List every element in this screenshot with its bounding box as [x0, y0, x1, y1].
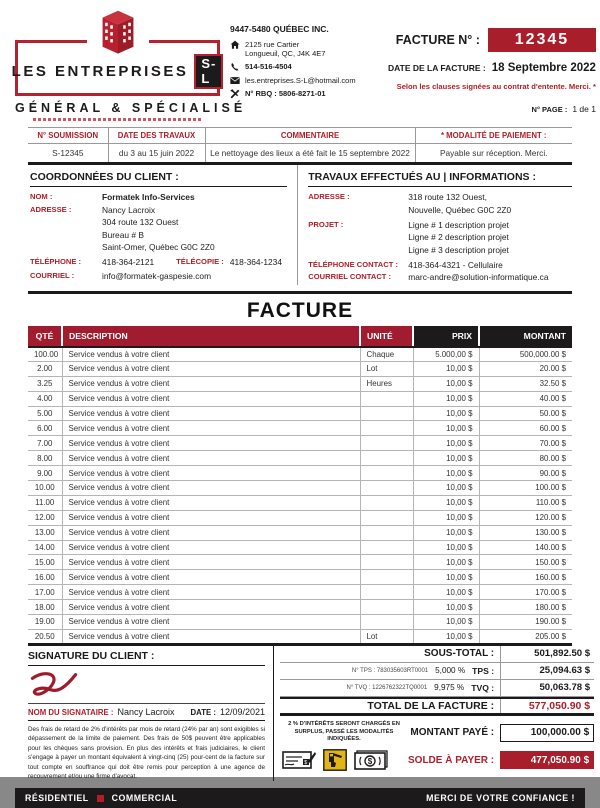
- unit-cell: [360, 421, 413, 436]
- footer-bar: [15, 788, 585, 808]
- envelope-icon: [230, 76, 240, 85]
- description-cell: Service vendus à votre client: [62, 466, 360, 481]
- signatory-name: Nancy Lacroix: [117, 706, 175, 717]
- column-header-price: PRIX: [413, 326, 479, 347]
- submission-table: [28, 127, 572, 165]
- company-info: [230, 20, 380, 121]
- amount-cell: 60.00 $: [479, 421, 572, 436]
- amount-cell: 100.00 $: [479, 481, 572, 496]
- submission-comment: Le nettoyage des lieux a été fait le 15 septembre 2022: [205, 144, 415, 164]
- price-cell: 10,00 $: [413, 510, 479, 525]
- contract-clause-note: Selon les clauses signées au contrat d'entente. Merci. *: [396, 82, 596, 91]
- description-cell: Service vendus à votre client: [62, 347, 360, 362]
- tools-icon: [230, 89, 240, 99]
- client-email-label: COURRIEL :: [30, 271, 75, 280]
- column-header-description: DESCRIPTION: [62, 326, 360, 347]
- amount-cell: 205.00 $: [479, 629, 572, 644]
- grand-total-value: 577,050.90 $: [500, 699, 594, 713]
- qty-cell: 6.00: [28, 421, 62, 436]
- table-row: [28, 629, 572, 644]
- column-header-amount: MONTANT: [479, 326, 572, 347]
- worksite-address: 318 route 132 Ouest, Nouvelle, Québec G0C 2Z0: [408, 192, 512, 215]
- price-cell: 10,00 $: [413, 525, 479, 540]
- signature-title: SIGNATURE DU CLIENT :: [28, 650, 265, 666]
- description-cell: Service vendus à votre client: [62, 406, 360, 421]
- amount-cell: 500,000.00 $: [479, 347, 572, 362]
- unit-cell: [360, 615, 413, 630]
- client-info-title: COORDONNÉES DU CLIENT :: [30, 171, 287, 187]
- house-icon: [230, 40, 240, 50]
- tvq-rate: 9,975 %: [434, 683, 465, 693]
- commercial-label: COMMERCIAL: [111, 793, 178, 804]
- qty-cell: 16.00: [28, 570, 62, 585]
- tvq-registration-number: N° TVQ : 1226762322TQ0001: [346, 684, 428, 691]
- price-cell: 10,00 $: [413, 466, 479, 481]
- unit-cell: [360, 466, 413, 481]
- unit-cell: [360, 436, 413, 451]
- qty-cell: 7.00: [28, 436, 62, 451]
- unit-cell: Lot: [360, 361, 413, 376]
- unit-cell: [360, 570, 413, 585]
- table-row: [28, 451, 572, 466]
- description-cell: Service vendus à votre client: [62, 391, 360, 406]
- cheque-icon: [282, 749, 316, 771]
- amount-paid-label: MONTANT PAYÉ :: [410, 727, 495, 739]
- description-cell: Service vendus à votre client: [62, 495, 360, 510]
- amount-cell: 130.00 $: [479, 525, 572, 540]
- description-cell: Service vendus à votre client: [62, 585, 360, 600]
- table-row: [28, 495, 572, 510]
- worksite-info: [297, 165, 572, 285]
- qty-cell: 9.00: [28, 466, 62, 481]
- invoice-table-body: [28, 347, 572, 645]
- client-address-label: ADRESSE :: [30, 204, 72, 214]
- amount-cell: 20.00 $: [479, 361, 572, 376]
- subtotal-label: SOUS-TOTAL :: [424, 648, 495, 660]
- price-cell: 10,00 $: [413, 495, 479, 510]
- amount-cell: 120.00 $: [479, 510, 572, 525]
- tps-label: TPS :: [472, 665, 495, 676]
- table-row: [28, 421, 572, 436]
- invoice-date-label: DATE DE LA FACTURE :: [388, 63, 486, 73]
- amount-cell: 190.00 $: [479, 615, 572, 630]
- balance-due-value: 477,050.90 $: [500, 751, 594, 769]
- description-cell: Service vendus à votre client: [62, 436, 360, 451]
- qty-cell: 18.00: [28, 600, 62, 615]
- unit-cell: [360, 451, 413, 466]
- amount-cell: 150.00 $: [479, 555, 572, 570]
- amount-cell: 32.50 $: [479, 376, 572, 391]
- svg-text:$: $: [304, 760, 308, 767]
- qty-cell: 2.00: [28, 361, 62, 376]
- tvq-value: 50,063.78 $: [500, 680, 594, 696]
- price-cell: 10,00 $: [413, 421, 479, 436]
- description-cell: Service vendus à votre client: [62, 510, 360, 525]
- description-cell: Service vendus à votre client: [62, 615, 360, 630]
- table-row: [28, 406, 572, 421]
- qty-cell: 4.00: [28, 391, 62, 406]
- invoice-meta: [380, 20, 596, 121]
- amount-cell: 50.00 $: [479, 406, 572, 421]
- table-row: [28, 347, 572, 362]
- table-row: [28, 615, 572, 630]
- description-cell: Service vendus à votre client: [62, 421, 360, 436]
- logo-microtext-decoration: [33, 118, 203, 121]
- unit-cell: [360, 540, 413, 555]
- info-section: [28, 165, 572, 294]
- price-cell: 10,00 $: [413, 600, 479, 615]
- table-row: [28, 510, 572, 525]
- qty-cell: 17.00: [28, 585, 62, 600]
- payment-methods-icons: [280, 749, 408, 771]
- price-cell: 10,00 $: [413, 629, 479, 644]
- price-cell: 10,00 $: [413, 376, 479, 391]
- tps-registration-number: N° TPS : 783035603RT0001: [351, 667, 429, 674]
- header: [0, 0, 600, 121]
- description-cell: Service vendus à votre client: [62, 540, 360, 555]
- submission-dates: du 3 au 15 juin 2022: [108, 144, 205, 164]
- price-cell: 10,00 $: [413, 391, 479, 406]
- table-row: [28, 481, 572, 496]
- unit-cell: [360, 585, 413, 600]
- table-row: [28, 540, 572, 555]
- unit-cell: [360, 600, 413, 615]
- signature-date-label: DATE :: [190, 707, 216, 717]
- price-cell: 10,00 $: [413, 436, 479, 451]
- signature-block: [28, 646, 273, 782]
- price-cell: 10,00 $: [413, 361, 479, 376]
- worksite-info-title: TRAVAUX EFFECTUÉS AU | INFORMATIONS :: [308, 171, 572, 187]
- contact-phone: 418-364-4321 - Cellulaire: [408, 259, 503, 270]
- unit-cell: Heures: [360, 376, 413, 391]
- qty-cell: 13.00: [28, 525, 62, 540]
- column-header-unit: UNITÉ: [360, 326, 413, 347]
- qty-cell: 12.00: [28, 510, 62, 525]
- description-cell: Service vendus à votre client: [62, 361, 360, 376]
- unit-cell: Lot: [360, 629, 413, 644]
- qty-cell: 14.00: [28, 540, 62, 555]
- qty-cell: 20.50: [28, 629, 62, 644]
- page-number: 1 de 1: [572, 104, 596, 114]
- price-cell: 10,00 $: [413, 481, 479, 496]
- logo-tagline: GÉNÉRAL & SPÉCIALISÉ: [15, 101, 247, 115]
- table-row: [28, 361, 572, 376]
- amount-cell: 40.00 $: [479, 391, 572, 406]
- worksite-address-label: ADRESSE :: [308, 192, 350, 201]
- price-cell: 10,00 $: [413, 615, 479, 630]
- unit-cell: [360, 391, 413, 406]
- description-cell: Service vendus à votre client: [62, 570, 360, 585]
- phone-icon: [230, 62, 240, 72]
- page-number-label: N° PAGE :: [531, 105, 568, 114]
- description-cell: Service vendus à votre client: [62, 555, 360, 570]
- table-row: [28, 376, 572, 391]
- qty-cell: 3.25: [28, 376, 62, 391]
- invoice-number-label: FACTURE N° :: [395, 33, 480, 47]
- debit-card-icon: [323, 749, 347, 771]
- contact-email: marc-andre@solution-informatique.ca: [408, 272, 549, 282]
- price-cell: 10,00 $: [413, 451, 479, 466]
- table-row: [28, 466, 572, 481]
- unit-cell: [360, 495, 413, 510]
- price-cell: 5.000,00 $: [413, 347, 479, 362]
- logo-box: [11, 40, 220, 96]
- qty-cell: 11.00: [28, 495, 62, 510]
- amount-cell: 180.00 $: [479, 600, 572, 615]
- late-fees-legal-text: Des frais de retard de 2% d'intérêts par mois de retard (24% par an) sont exigibles si dépassement de la limite de paiement. Des frais de 50$ peuvent être applicables pour les chèques sans provision. En plus des intérêts et frais judiciaires, le client s'engage à payer un montant équivalent à vingt-cinq (25) pour-cent de la facture sur tout compte en souffrance qui doit être remis pour perception à une agence de recouvrement et/ou une firme d'avocat.: [28, 725, 265, 780]
- tps-rate: 5,000 %: [435, 666, 466, 676]
- column-header-qty: QTÉ: [28, 326, 62, 347]
- table-row: [28, 585, 572, 600]
- client-signature-image: [28, 669, 80, 699]
- invoice-date: 18 Septembre 2022: [491, 62, 596, 74]
- qty-cell: 5.00: [28, 406, 62, 421]
- company-address: 2125 rue Cartier Longueuil, QC, J4K 4E7: [245, 40, 326, 58]
- qty-cell: 100.00: [28, 347, 62, 362]
- submission-header-commentaire: COMMENTAIRE: [205, 128, 415, 144]
- client-name-label: NOM :: [30, 192, 53, 201]
- description-cell: Service vendus à votre client: [62, 525, 360, 540]
- price-cell: 10,00 $: [413, 555, 479, 570]
- unit-cell: Chaque: [360, 347, 413, 362]
- description-cell: Service vendus à votre client: [62, 376, 360, 391]
- tvq-label: TVQ :: [471, 682, 495, 693]
- amount-cell: 140.00 $: [479, 540, 572, 555]
- project-label: PROJET :: [308, 219, 344, 229]
- qty-cell: 15.00: [28, 555, 62, 570]
- client-email: info@formatek-gaspesie.com: [102, 271, 212, 281]
- signatory-name-label: NOM DU SIGNATAIRE :: [28, 707, 114, 717]
- description-cell: Service vendus à votre client: [62, 451, 360, 466]
- unit-cell: [360, 481, 413, 496]
- bottom-section: [28, 646, 591, 782]
- table-row: [28, 570, 572, 585]
- submission-number: S-12345: [52, 148, 84, 158]
- company-logo: [11, 20, 247, 121]
- amount-paid-value: 100,000.00 $: [500, 724, 594, 742]
- amount-cell: 70.00 $: [479, 436, 572, 451]
- amount-cell: 160.00 $: [479, 570, 572, 585]
- unit-cell: [360, 525, 413, 540]
- company-legal-name: 9447-5480 QUÉBEC INC.: [230, 24, 329, 34]
- price-cell: 10,00 $: [413, 585, 479, 600]
- client-address: Nancy Lacroix 304 route 132 Ouest Bureau # B Saint-Omer, Québec G0C 2Z0: [102, 204, 215, 252]
- submission-payment-terms: Payable sur réception. Merci.: [415, 144, 572, 164]
- residentiel-label: RÉSIDENTIEL: [25, 793, 89, 804]
- line-items-table: [28, 326, 572, 646]
- price-cell: 10,00 $: [413, 540, 479, 555]
- qty-cell: 10.00: [28, 481, 62, 496]
- submission-header-travaux: DATE DES TRAVAUX: [108, 128, 205, 144]
- red-square-marker: [97, 795, 104, 802]
- tps-value: 25,094.63 $: [500, 663, 594, 679]
- unit-cell: [360, 555, 413, 570]
- logo-company-name: LES ENTREPRISES: [11, 62, 189, 80]
- company-rbq: N° RBQ : 5806-8271-01: [245, 89, 326, 98]
- description-cell: Service vendus à votre client: [62, 481, 360, 496]
- submission-row: [28, 144, 572, 164]
- invoice-title: FACTURE: [246, 298, 354, 322]
- cash-icon: [354, 750, 388, 770]
- price-cell: 10,00 $: [413, 570, 479, 585]
- submission-header-soumission: N° SOUMISSION: [28, 128, 108, 144]
- qty-cell: 19.00: [28, 615, 62, 630]
- qty-cell: 8.00: [28, 451, 62, 466]
- company-email: les.entreprises.S-L@hotmail.com: [245, 76, 356, 85]
- svg-text:$: $: [367, 757, 373, 767]
- amount-cell: 80.00 $: [479, 451, 572, 466]
- building-icon: [87, 9, 149, 57]
- project-description: Ligne # 1 description projet Ligne # 2 description projet Ligne # 3 description projet: [408, 219, 509, 255]
- contact-phone-label: TÉLÉPHONE CONTACT :: [308, 259, 398, 269]
- surcharge-note: 2 % D'INTÉRÊTS SERONT CHARGÉS EN SURPLUS, PASSÉ LES MODALITÉS INDIQUÉES.: [288, 720, 400, 743]
- totals-block: [273, 646, 594, 782]
- client-info: [28, 165, 297, 285]
- client-fax-label: TÉLÉCOPIE :: [176, 257, 224, 266]
- description-cell: Service vendus à votre client: [62, 629, 360, 644]
- company-phone: 514-516-4504: [245, 62, 292, 71]
- client-fax: 418-364-1234: [229, 257, 282, 267]
- amount-cell: 90.00 $: [479, 466, 572, 481]
- price-cell: 10,00 $: [413, 406, 479, 421]
- table-row: [28, 600, 572, 615]
- table-row: [28, 525, 572, 540]
- signature-date: 12/09/2021: [219, 706, 265, 717]
- client-name: Formatek Info-Services: [102, 192, 195, 202]
- thank-you-message: MERCI DE VOTRE CONFIANCE !: [426, 793, 575, 804]
- amount-cell: 110.00 $: [479, 495, 572, 510]
- logo-badge: S-L: [194, 54, 223, 89]
- balance-due-label: SOLDE À PAYER :: [408, 754, 495, 766]
- table-row: [28, 555, 572, 570]
- table-row: [28, 391, 572, 406]
- amount-cell: 170.00 $: [479, 585, 572, 600]
- description-cell: Service vendus à votre client: [62, 600, 360, 615]
- client-phone-label: TÉLÉPHONE :: [30, 257, 82, 266]
- table-row: [28, 436, 572, 451]
- client-phone: 418-364-2121: [102, 257, 155, 267]
- unit-cell: [360, 406, 413, 421]
- subtotal-value: 501,892.50 $: [500, 646, 594, 662]
- submission-header-modalite: * MODALITÉ DE PAIEMENT :: [415, 128, 572, 144]
- unit-cell: [360, 510, 413, 525]
- contact-email-label: COURRIEL CONTACT :: [308, 272, 392, 281]
- grand-total-label: TOTAL DE LA FACTURE :: [367, 699, 495, 712]
- invoice-number: 12345: [488, 28, 596, 52]
